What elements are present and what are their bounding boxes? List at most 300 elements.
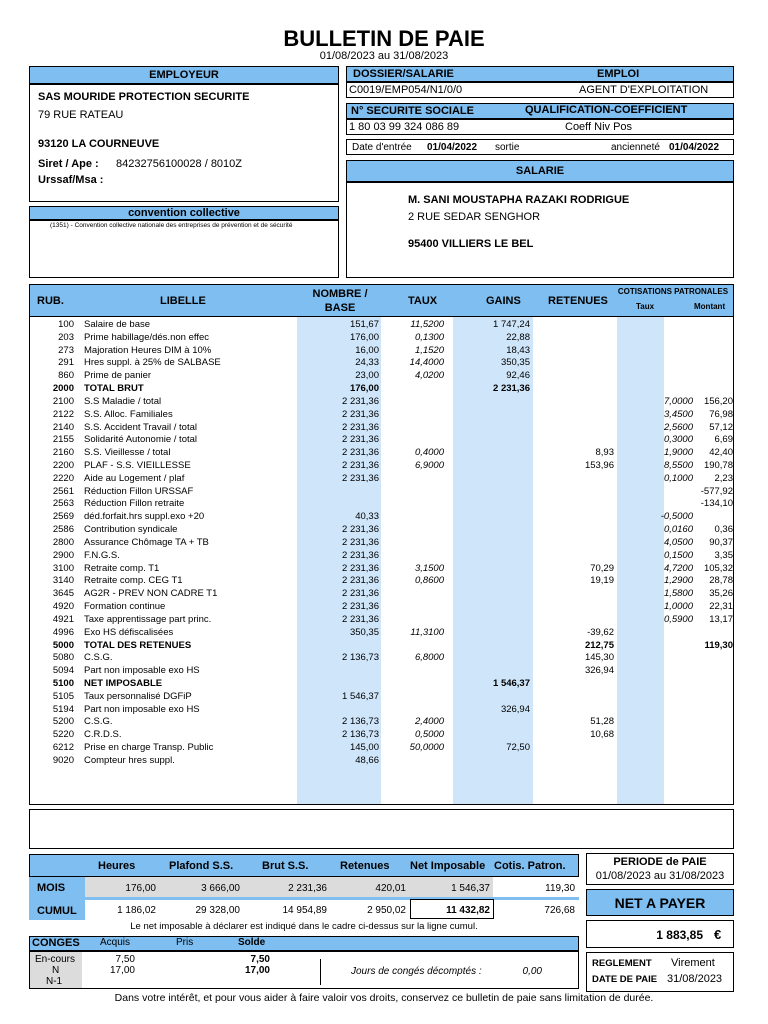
cell-base: 2 231,36 — [342, 434, 379, 446]
cell-pmt: 57,12 — [709, 421, 733, 433]
cell-base: 2 231,36 — [342, 395, 379, 407]
salarie-box — [346, 182, 734, 278]
cell-base: 2 231,36 — [342, 562, 379, 574]
cell-rub: 3645 — [52, 588, 74, 600]
cell-ret: 70,29 — [590, 562, 614, 574]
ssn-row — [346, 119, 734, 135]
mois-plafond: 3 666,00 — [201, 883, 240, 894]
employer-city: 93120 LA COURNEUVE — [38, 138, 160, 150]
cell-taux: 6,9000 — [414, 460, 444, 472]
cell-gains: 18,43 — [506, 344, 530, 356]
cell-ptx: 7,0000 — [663, 395, 693, 407]
salarie-city: 95400 VILLIERS LE BEL — [408, 238, 534, 250]
conges-decompte-value: 0,00 — [522, 966, 542, 977]
summary-note: Le net imposable à déclarer est indiqué dans le cadre ci-dessus sur la ligne cumul. — [130, 921, 478, 932]
cell-taux: 6,8000 — [414, 652, 444, 664]
cell-rub: 2160 — [52, 447, 74, 459]
cell-pmt: 90,37 — [709, 536, 733, 548]
table-row — [30, 434, 735, 447]
table-row — [30, 614, 735, 627]
table-row — [30, 409, 735, 422]
cumul-netimp: 11 432,82 — [446, 905, 490, 916]
cell-rub: 9020 — [52, 754, 74, 766]
cell-taux: 0,4000 — [414, 447, 444, 459]
cell-ptx: 3,4500 — [663, 408, 693, 420]
cell-taux: 2,4000 — [414, 716, 444, 728]
cell-lib: Formation continue — [84, 601, 166, 613]
mois-brut: 2 231,36 — [288, 883, 327, 894]
urssaf-label: Urssaf/Msa : — [38, 174, 104, 186]
cell-ret: 19,19 — [590, 575, 614, 587]
cell-base: 16,00 — [355, 344, 379, 356]
table-row — [30, 422, 735, 435]
table-row — [30, 524, 735, 537]
table-row — [30, 640, 735, 653]
cell-base: 2 231,36 — [342, 549, 379, 561]
cell-lib: PLAF - S.S. VIEILLESSE — [84, 460, 191, 472]
col-gains-header: GAINS — [486, 295, 521, 307]
sum-h-brut: Brut S.S. — [262, 860, 309, 872]
emploi-value: AGENT D'EXPLOITATION — [579, 84, 709, 96]
table-row — [30, 396, 735, 409]
table-row — [30, 486, 735, 499]
cell-lib: C.R.D.S. — [84, 729, 122, 741]
sum-h-heures: Heures — [98, 860, 136, 872]
cell-gains: 2 231,36 — [493, 383, 530, 395]
conges-encours-acquis: 7,50 — [115, 954, 135, 965]
employer-name: SAS MOURIDE PROTECTION SECURITE — [38, 91, 250, 103]
cell-lib: TOTAL DES RETENUES — [84, 639, 192, 651]
cell-base: 2 136,73 — [342, 652, 379, 664]
emploi-heading: EMPLOI — [597, 68, 640, 80]
cell-rub: 3100 — [52, 562, 74, 574]
conges-decompte-label: Jours de congés décomptés : — [351, 966, 482, 977]
cell-lib: Assurance Chômage TA + TB — [84, 536, 209, 548]
cell-lib: TOTAL BRUT — [84, 383, 144, 395]
cell-lib: Réduction Fillon retraite — [84, 498, 185, 510]
cell-base: 2 231,36 — [342, 421, 379, 433]
dossier-heading-bar — [346, 66, 734, 82]
cumul-brut: 14 954,89 — [282, 905, 327, 916]
cell-base: 2 136,73 — [342, 716, 379, 728]
net-heading-box — [586, 889, 734, 916]
cell-lib: Prise en charge Transp. Public — [84, 742, 214, 754]
conges-acquis-header: Acquis — [100, 937, 131, 948]
sum-h-retenues: Retenues — [340, 860, 390, 872]
cell-rub: 5100 — [52, 677, 74, 689]
cell-ptx: 8,5500 — [663, 460, 693, 472]
cell-base: 2 231,36 — [342, 588, 379, 600]
table-row — [30, 704, 735, 717]
conges-heading: CONGES — [32, 937, 80, 949]
table-row — [30, 563, 735, 576]
cell-rub: 4920 — [52, 601, 74, 613]
cell-pmt: 119,30 — [704, 639, 733, 651]
cell-ptx: 0,0160 — [663, 524, 693, 536]
table-row — [30, 588, 735, 601]
cell-lib: Retraite comp. T1 — [84, 562, 160, 574]
reglement-box — [586, 952, 734, 992]
cell-rub: 5094 — [52, 665, 74, 677]
cell-ptx: 1,2900 — [663, 575, 693, 587]
table-row — [30, 473, 735, 486]
cell-lib: Retraite comp. CEG T1 — [84, 575, 183, 587]
net-currency: € — [714, 927, 722, 942]
cell-ptx: 0,1000 — [663, 472, 693, 484]
cell-base: 145,00 — [349, 742, 379, 754]
cell-rub: 4921 — [52, 613, 74, 625]
cell-base: 23,00 — [355, 370, 379, 382]
cell-lib: Prime habillage/dés.non effec — [84, 331, 209, 343]
cell-taux: 11,5200 — [410, 319, 444, 330]
table-header — [30, 285, 733, 317]
cell-base: 2 231,36 — [342, 447, 379, 459]
cell-ptx: 0,1500 — [663, 549, 693, 561]
table-row — [30, 332, 735, 345]
cell-rub: 2000 — [52, 383, 74, 395]
cell-base: 2 231,36 — [342, 575, 379, 587]
page-title: BULLETIN DE PAIE — [283, 26, 485, 51]
table-row — [30, 370, 735, 383]
cell-ret: 8,93 — [595, 447, 614, 459]
cell-base: 176,00 — [349, 383, 379, 395]
cumul-retenues: 2 950,02 — [367, 905, 406, 916]
qualif-heading: QUALIFICATION-COEFFICIENT — [525, 104, 688, 116]
table-row — [30, 319, 735, 332]
table-row — [30, 357, 735, 370]
col-rub-header: RUB. — [37, 295, 64, 307]
ssn-value: 1 80 03 99 324 086 89 — [349, 121, 460, 133]
cell-base: 40,33 — [355, 511, 379, 523]
cell-pmt: 35,26 — [709, 588, 733, 600]
cell-ret: 145,30 — [584, 652, 614, 664]
table-rows — [30, 319, 735, 799]
cell-lib: Part non imposable exo HS — [84, 703, 200, 715]
mois-heures: 176,00 — [125, 883, 156, 894]
cell-pmt: 76,98 — [709, 408, 733, 420]
table-row — [30, 601, 735, 614]
cell-ptx: 0,3000 — [663, 434, 693, 446]
cell-rub: 291 — [58, 357, 74, 369]
table-row — [30, 511, 735, 524]
cell-rub: 6212 — [52, 742, 74, 754]
cell-ret: 153,96 — [584, 460, 614, 472]
salarie-name: M. SANI MOUSTAPHA RAZAKI RODRIGUE — [408, 194, 630, 206]
cell-base: 350,35 — [349, 626, 379, 638]
reglement-label: REGLEMENT — [592, 958, 652, 969]
cell-taux: 11,3100 — [410, 626, 444, 638]
cell-base: 2 231,36 — [342, 536, 379, 548]
cell-ptx: 4,0500 — [663, 536, 693, 548]
payslip-table — [29, 284, 734, 805]
cell-base: 2 231,36 — [342, 472, 379, 484]
cell-rub: 5105 — [52, 690, 74, 702]
table-row — [30, 498, 735, 511]
mois-netimp: 1 546,37 — [451, 883, 490, 894]
net-amount: 1 883,85 — [656, 928, 703, 942]
cell-lib: Part non imposable exo HS — [84, 665, 200, 677]
cell-pmt: 105,32 — [703, 562, 733, 574]
cell-base: 1 546,37 — [342, 690, 379, 702]
table-row — [30, 729, 735, 742]
net-heading: NET A PAYER — [614, 895, 706, 911]
siret-label: Siret / Ape : — [38, 158, 99, 170]
cell-taux: 1,1520 — [414, 344, 444, 356]
cell-gains: 22,88 — [506, 331, 530, 343]
cell-lib: Compteur hres suppl. — [84, 754, 175, 766]
table-row — [30, 627, 735, 640]
cell-lib: Majoration Heures DIM à 10% — [84, 344, 212, 356]
cell-base: 2 231,36 — [342, 460, 379, 472]
cell-rub: 2155 — [52, 434, 74, 446]
cell-lib: Hres suppl. à 25% de SALBASE — [84, 357, 221, 369]
table-row — [30, 447, 735, 460]
cell-gains: 92,46 — [506, 370, 530, 382]
cell-gains: 72,50 — [506, 742, 530, 754]
col-pmontant-header: Montant — [694, 302, 726, 311]
cell-pmt: 13,17 — [709, 613, 733, 625]
col-base-header-2: BASE — [324, 302, 356, 314]
cumul-cotis: 726,68 — [544, 905, 575, 916]
cell-rub: 2800 — [52, 536, 74, 548]
cell-lib: S.S Maladie / total — [84, 395, 162, 407]
table-row — [30, 652, 735, 665]
cell-rub: 2200 — [52, 460, 74, 472]
cumul-heures: 1 186,02 — [117, 905, 156, 916]
conges-encours-solde: 7,50 — [250, 954, 270, 965]
cumul-plafond: 29 328,00 — [195, 905, 240, 916]
cell-pmt: 156,20 — [703, 395, 733, 407]
cell-gains: 1 747,24 — [493, 319, 530, 330]
table-row — [30, 537, 735, 550]
cell-base: 2 231,36 — [342, 601, 379, 613]
cell-pmt: 0,36 — [714, 524, 733, 536]
dossier-heading: DOSSIER/SALARIE — [353, 68, 454, 80]
cell-rub: 2563 — [52, 498, 74, 510]
cell-rub: 860 — [58, 370, 74, 382]
conges-header — [29, 936, 579, 951]
cell-rub: 2100 — [52, 395, 74, 407]
entree-value: 01/04/2022 — [427, 142, 478, 153]
anciennete-label: ancienneté — [611, 142, 660, 153]
cell-lib: Salaire de base — [84, 319, 151, 330]
cell-pmt: 28,78 — [709, 575, 733, 587]
cell-rub: 2122 — [52, 408, 74, 420]
cell-ptx: 0,5900 — [663, 613, 693, 625]
ssn-heading-bar — [346, 103, 734, 119]
cell-taux: 0,1300 — [414, 331, 444, 343]
col-retenues-header: RETENUES — [548, 295, 608, 307]
mois-cotis: 119,30 — [545, 883, 575, 894]
cell-lib: déd.forfait.hrs suppl.exo +20 — [84, 511, 205, 523]
cell-pmt: 22,31 — [709, 601, 733, 613]
table-row — [30, 665, 735, 678]
cell-taux: 4,0200 — [414, 370, 444, 382]
col-ptaux-header: Taux — [636, 302, 655, 311]
sum-h-cotis: Cotis. Patron. — [494, 860, 566, 872]
cell-pmt: 3,35 — [714, 549, 733, 561]
mois-retenues: 420,01 — [375, 883, 406, 894]
cell-ptx: -0,5000 — [660, 511, 693, 523]
cell-pmt: -577,92 — [700, 485, 733, 497]
salarie-heading: SALARIE — [346, 160, 734, 182]
cell-ptx: 4,7200 — [663, 562, 693, 574]
entree-label: Date d'entrée — [352, 142, 412, 153]
cell-rub: 2140 — [52, 421, 74, 433]
cell-taux: 3,1500 — [414, 562, 444, 574]
cell-rub: 5080 — [52, 652, 74, 664]
cell-lib: NET IMPOSABLE — [84, 677, 163, 689]
dossier-code: C0019/EMP054/N1/0/0 — [349, 84, 463, 96]
cell-ptx: 1,0000 — [663, 601, 693, 613]
cell-rub: 5194 — [52, 703, 74, 715]
convention-heading: convention collective — [29, 206, 339, 220]
summary-header — [29, 854, 579, 877]
net-amount-box — [586, 920, 734, 948]
cell-gains: 326,94 — [500, 703, 530, 715]
message-box — [29, 809, 734, 849]
table-row — [30, 691, 735, 704]
cell-base: 151,67 — [349, 319, 379, 330]
periode-value: 01/08/2023 au 31/08/2023 — [595, 870, 725, 882]
col-taux-header: TAUX — [408, 295, 438, 307]
cell-ret: 212,75 — [584, 639, 614, 651]
periode-heading: PERIODE de PAIE — [613, 856, 707, 868]
cell-ret: 326,94 — [584, 665, 614, 677]
convention-text: (1351) - Convention collective nationale des entreprises de prévention et de sécurité — [50, 222, 293, 229]
employer-box — [29, 84, 339, 202]
cell-rub: 5220 — [52, 729, 74, 741]
employer-street: 79 RUE RATEAU — [38, 109, 124, 121]
cell-base: 2 231,36 — [342, 524, 379, 536]
periode-box — [586, 853, 734, 885]
col-patronales-header: COTISATIONS PATRONALES — [617, 287, 729, 296]
cell-ret: 10,68 — [590, 729, 614, 741]
date-paie-value: 31/08/2023 — [667, 973, 723, 985]
cell-base: 48,66 — [355, 754, 379, 766]
cell-pmt: 2,23 — [714, 472, 733, 484]
anciennete-value: 01/04/2022 — [669, 142, 720, 153]
cell-taux: 0,8600 — [414, 575, 444, 587]
conges-n-solde: 17,00 — [244, 965, 270, 976]
footer-note: Dans votre intérêt, et pour vous aider à faire valoir vos droits, conservez ce bulletin de paie sans limitation de durée. — [114, 992, 654, 1004]
cell-ptx: 1,5800 — [663, 588, 693, 600]
cell-ret: 51,28 — [590, 716, 614, 728]
siret-value: 84232756100028 / 8010Z — [116, 158, 243, 170]
cell-lib: C.S.G. — [84, 716, 113, 728]
cell-taux: 50,0000 — [409, 742, 444, 754]
cell-rub: 2900 — [52, 549, 74, 561]
cell-rub: 100 — [58, 319, 74, 330]
cell-base: 176,00 — [349, 331, 379, 343]
cell-gains: 350,35 — [500, 357, 530, 369]
cell-rub: 203 — [58, 331, 74, 343]
cell-taux: 14,4000 — [409, 357, 444, 369]
cell-lib: S.S. Accident Travail / total — [84, 421, 197, 433]
cell-rub: 2561 — [52, 485, 74, 497]
cell-lib: S.S. Vieillesse / total — [84, 447, 171, 459]
cell-base: 2 231,36 — [342, 408, 379, 420]
cell-base: 2 231,36 — [342, 613, 379, 625]
cell-base: 24,33 — [355, 357, 379, 369]
col-base-header-1: NOMBRE / — [312, 288, 368, 300]
cell-rub: 4996 — [52, 626, 74, 638]
table-row — [30, 755, 735, 768]
conges-n-acquis: 17,00 — [109, 965, 135, 976]
cell-taux: 0,5000 — [414, 729, 444, 741]
cell-lib: F.N.G.S. — [84, 549, 120, 561]
cell-lib: C.S.G. — [84, 652, 113, 664]
table-row — [30, 716, 735, 729]
cell-lib: AG2R - PREV NON CADRE T1 — [84, 588, 218, 600]
table-row — [30, 345, 735, 358]
cell-lib: Aide au Logement / plaf — [84, 472, 185, 484]
conges-row-n: N — [52, 965, 60, 976]
conges-row-encours: En-cours — [35, 954, 76, 965]
pay-period: 01/08/2023 au 31/08/2023 — [319, 50, 449, 62]
cell-lib: S.S. Alloc. Familiales — [84, 408, 173, 420]
cell-lib: Contribution syndicale — [84, 524, 178, 536]
cell-ptx: 2,5600 — [663, 421, 693, 433]
cell-pmt: 190,78 — [703, 460, 733, 472]
conges-pris-header: Pris — [176, 937, 194, 948]
salarie-street: 2 RUE SEDAR SENGHOR — [408, 211, 541, 223]
employer-heading: EMPLOYEUR — [29, 66, 339, 84]
table-row — [30, 550, 735, 563]
cell-ret: -39,62 — [587, 626, 614, 638]
sum-h-plafond: Plafond S.S. — [169, 860, 234, 872]
conges-solde-header: Solde — [238, 937, 266, 948]
reglement-value: Virement — [671, 957, 715, 969]
cell-lib: Prime de panier — [84, 370, 152, 382]
cell-rub: 273 — [58, 344, 74, 356]
dossier-row — [346, 82, 734, 98]
sortie-label: sortie — [495, 142, 520, 153]
table-row — [30, 460, 735, 473]
table-row — [30, 383, 735, 396]
table-row — [30, 742, 735, 755]
conges-divider — [320, 959, 321, 985]
cell-lib: Exo HS défiscalisées — [84, 626, 174, 638]
cell-gains: 1 546,37 — [493, 677, 530, 689]
cell-lib: Réduction Fillon URSSAF — [84, 485, 194, 497]
qualif-value: Coeff Niv Pos — [565, 121, 633, 133]
cell-base: 2 136,73 — [342, 729, 379, 741]
table-row — [30, 678, 735, 691]
conges-row-n1: N-1 — [46, 976, 63, 987]
cell-rub: 2586 — [52, 524, 74, 536]
mois-label: MOIS — [37, 882, 66, 894]
cell-rub: 5200 — [52, 716, 74, 728]
cell-pmt: -134,10 — [700, 498, 733, 510]
conges-body — [29, 951, 579, 989]
ssn-heading: N° SECURITE SOCIALE — [351, 105, 474, 117]
cell-lib: Taxe apprentissage part princ. — [84, 613, 212, 625]
cell-ptx: 1,9000 — [663, 447, 693, 459]
cell-pmt: 42,40 — [709, 447, 733, 459]
date-paie-label: DATE DE PAIE — [592, 974, 658, 985]
cumul-label: CUMUL — [37, 905, 77, 917]
cell-lib: Solidarité Autonomie / total — [84, 434, 198, 446]
cell-rub: 3140 — [52, 575, 74, 587]
convention-box — [29, 220, 339, 278]
cell-pmt: 6,69 — [714, 434, 733, 446]
col-libelle-header: LIBELLE — [160, 295, 206, 307]
cell-lib: Taux personnalisé DGFiP — [84, 690, 192, 702]
cell-rub: 2569 — [52, 511, 74, 523]
cell-rub: 5000 — [52, 639, 74, 651]
cell-rub: 2220 — [52, 472, 74, 484]
